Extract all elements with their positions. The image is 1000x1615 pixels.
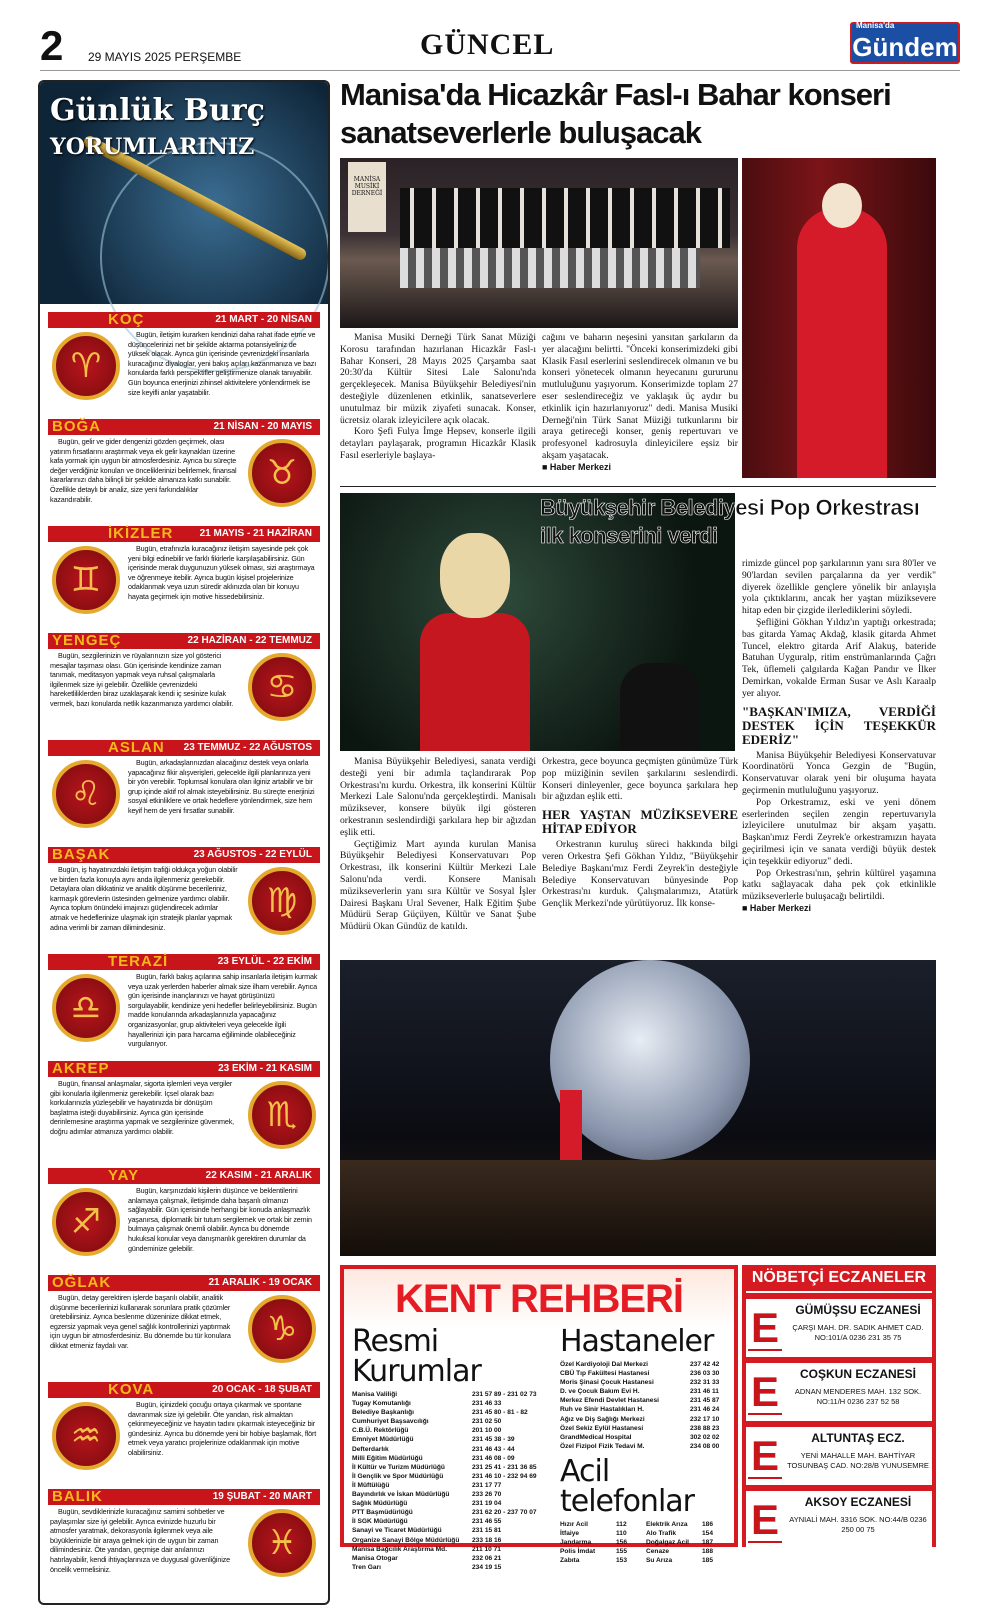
logo-text: Gündem bbox=[852, 32, 958, 62]
choir-singers bbox=[400, 188, 730, 248]
entry-name: PTT Başmüdürlüğü bbox=[352, 1509, 413, 1517]
entry-name: Moris Şinasi Çocuk Hastanesi bbox=[560, 1379, 654, 1387]
phone-number: 231 46 24 bbox=[690, 1406, 720, 1414]
entry-name: İl Kültür ve Turizm Müdürlüğü bbox=[352, 1463, 445, 1471]
pharmacy-card bbox=[746, 1491, 932, 1549]
city-directory bbox=[340, 1265, 738, 1571]
sign-entry bbox=[48, 1269, 320, 1376]
sign-name: İKİZLER bbox=[108, 525, 174, 542]
paragraph: Manisa Büyükşehir Belediyesi Konservatuvar Koordinatörü Yonca Gezgin de "Bugün, Konservatuvar olarak yeni bir oluşuma hayata geçirmenin mutluluğunu yaşıyoruz. bbox=[742, 749, 936, 796]
conductor-photo bbox=[742, 158, 936, 478]
singer-head bbox=[440, 533, 510, 618]
sign-bar bbox=[48, 847, 320, 863]
pharmacy-e-icon: E bbox=[748, 1433, 782, 1479]
article2-col2 bbox=[542, 756, 738, 910]
singer-figure bbox=[420, 613, 530, 751]
sign-dates: 21 MART - 20 NİSAN bbox=[215, 314, 312, 325]
sign-bar bbox=[48, 1061, 320, 1077]
entry-name: Ağız ve Diş Sağlığı Merkezi bbox=[560, 1415, 645, 1423]
pharmacy-name: AKSOY ECZANESİ bbox=[804, 1495, 912, 1509]
entry-name: Manisa Valiliği bbox=[352, 1391, 398, 1398]
entry-name: Manisa Bağcılık Araştırma Md. bbox=[352, 1545, 448, 1553]
pharmacies-title: NÖBETÇİ ECZANELER bbox=[746, 1269, 932, 1293]
zodiac-11-icon: ♒ bbox=[52, 1402, 120, 1470]
phone-number: 156 bbox=[616, 1539, 628, 1547]
sign-text: Bugün, finansal anlaşmalar, sigorta işlemleri veya vergiler gibi konularla ilgilenmeniz gerekebilir. İçsel olarak bazı korkularınızla yüzleşebilir ve hayatınızda bir dönüşüm başlatma isteği duyabilirsiniz. Ayrıca gün içerisinde derinlemesine araştırma yapmak ve sezgilerinize güvenmek, doğru adımlar atmanıza yardımcı olabilir. bbox=[50, 1079, 235, 1136]
sign-entry bbox=[48, 520, 320, 627]
directory-row bbox=[560, 1442, 732, 1451]
entry-name: Elektrik Arıza bbox=[646, 1520, 688, 1528]
article2-col1 bbox=[340, 756, 536, 933]
newspaper-logo bbox=[850, 22, 960, 64]
phone-number: 188 bbox=[702, 1548, 714, 1556]
entry-name: Tren Garı bbox=[352, 1563, 381, 1571]
directory-row bbox=[352, 1408, 552, 1417]
sign-bar bbox=[48, 740, 320, 756]
sign-entry bbox=[48, 1376, 320, 1483]
pharmacy-list bbox=[746, 1299, 932, 1549]
vocalist-figure bbox=[560, 1090, 582, 1160]
hospitals-heading: Hastaneler bbox=[560, 1324, 714, 1359]
sign-entry bbox=[48, 306, 320, 413]
entry-name: Milli Eğitim Müdürlüğü bbox=[352, 1454, 423, 1462]
logo-small: Manisa'da bbox=[856, 21, 895, 30]
byline: ■ Haber Merkezi bbox=[542, 461, 611, 472]
sign-name: KOÇ bbox=[108, 311, 145, 328]
directory-row bbox=[352, 1517, 552, 1526]
orchestra-photo bbox=[340, 960, 936, 1256]
header-divider bbox=[40, 70, 960, 71]
pharmacy-name: GÜMÜŞSU ECZANESİ bbox=[795, 1303, 921, 1317]
sign-entry bbox=[48, 413, 320, 520]
sign-name: ASLAN bbox=[108, 739, 165, 756]
horoscope-panel bbox=[38, 80, 330, 1605]
directory-row bbox=[560, 1415, 732, 1424]
directory-row bbox=[352, 1426, 552, 1435]
sign-bar bbox=[48, 633, 320, 649]
paragraph: Koro Şefi Fulya İmge Hepsev, konserle ilgili detayları paylaşarak, programın Hicazkâr Klasik Fasıl eserleriyle başlaya- bbox=[340, 426, 536, 461]
zodiac-3-icon: ♊ bbox=[52, 546, 120, 614]
phone-number: 110 bbox=[616, 1530, 627, 1538]
sign-text: Bugün, etrafınızla kuracağınız iletişim sayesinde pek çok yeni bilgi edinebilir ve farklı fikirlerle karşılaşabilirsiniz. Gün içerisinde merak duygunuzun yüksek olması, sizi araştırmaya ve öğrenmeye itebilir. Ayrıca bugün kişisel projelerinize odaklanmak veya uzun süredir aklınızda olan bir konuyu hayata geçirmek için motive hissedebilirsiniz. bbox=[128, 544, 315, 601]
sign-dates: 21 MAYIS - 21 HAZİRAN bbox=[199, 528, 312, 539]
entry-name: İl Müftülüğü bbox=[352, 1481, 390, 1489]
sign-name: YENGEÇ bbox=[52, 632, 122, 649]
entry-name: Özel Kardiyoloji Dal Merkezi bbox=[560, 1361, 648, 1368]
sign-name: TERAZİ bbox=[108, 953, 169, 970]
article1-col1 bbox=[340, 332, 536, 462]
phone-number: 231 19 04 bbox=[472, 1500, 502, 1508]
emergency-heading: Acil telefonlar bbox=[560, 1453, 694, 1519]
phone-number: 302 02 02 bbox=[690, 1433, 720, 1441]
paragraph: Orkestra, gece boyunca geçmişten günümüze Türk pop müziğinin sevilen şarkılarını seslendirdi. Konseri dinleyenler, gece boyunca şarkılara hep bir ağızdan eşlik etti. bbox=[542, 756, 738, 803]
phone-number: 231 45 80 - 81 - 82 bbox=[472, 1409, 528, 1417]
directory-row bbox=[560, 1538, 732, 1547]
sign-dates: 21 ARALIK - 19 OCAK bbox=[208, 1277, 312, 1288]
article1-col2 bbox=[542, 332, 738, 472]
phone-number: 231 62 20 - 237 70 07 bbox=[472, 1509, 537, 1517]
zodiac-9-icon: ♐ bbox=[52, 1188, 120, 1256]
sign-name: BOĞA bbox=[52, 418, 101, 435]
zodiac-5-icon: ♌ bbox=[52, 760, 120, 828]
directory-row bbox=[560, 1556, 732, 1565]
phone-number: 238 88 23 bbox=[690, 1424, 720, 1432]
entry-name: Belediye Başkanlığı bbox=[352, 1409, 414, 1417]
pharmacy-card bbox=[746, 1427, 932, 1485]
sign-name: YAY bbox=[108, 1167, 140, 1184]
entry-name: Emniyet Müdürlüğü bbox=[352, 1436, 414, 1444]
paragraph: Pop Orkestrası'nın, şehrin kültürel yaşamına katkı sağlayacak daha pek çok etkinlikle müzikseverlerle buluşacağı belirtildi. bbox=[742, 867, 936, 903]
official-institutions-heading: Resmi Kurumlar bbox=[352, 1324, 481, 1389]
entry-name: Bayındırlık ve İskan Müdürlüğü bbox=[352, 1491, 450, 1499]
entry-name: CBÜ Tıp Fakültesi Hastanesi bbox=[560, 1370, 650, 1378]
phone-number: 234 08 00 bbox=[690, 1442, 720, 1450]
stage bbox=[340, 1160, 936, 1256]
zodiac-7-icon: ♎ bbox=[52, 974, 120, 1042]
pharmacy-address: YENİ MAHALLE MAH. BAHTİYAR TOSUNBAŞ CAD. NO:28/B YUNUSEMRE bbox=[787, 1451, 929, 1470]
article1-headline: Manisa'da Hicazkâr Fasl-ı Bahar konseri sanatseverlerle buluşacak bbox=[340, 77, 891, 150]
directory-row bbox=[352, 1499, 552, 1508]
date: 29 MAYIS 2025 bbox=[88, 50, 172, 64]
sign-name: OĞLAK bbox=[52, 1274, 112, 1291]
sign-entry bbox=[48, 1162, 320, 1269]
sign-text: Bugün, içinizdeki çocuğu ortaya çıkarmak ve spontane davranmak size iyi gelebilir. Öte yandan, risk almaktan çekinmeyeceğiniz ve hayatın tadını çıkarmak isteyeceğiniz bir gündesiniz. Ayrıca bu dönemde yeni bir hobiye başlamak, flört etmek veya yaratıcı projelerinize odaklanmak için motive olabilirsiniz. bbox=[128, 1400, 317, 1457]
entry-name: Ruh ve Sinir Hastalıkları H. bbox=[560, 1406, 644, 1414]
directory-row bbox=[352, 1445, 552, 1454]
phone-number: 237 42 42 bbox=[690, 1361, 720, 1368]
directory-row bbox=[352, 1417, 552, 1426]
directory-row bbox=[352, 1536, 552, 1545]
choir-photo bbox=[340, 158, 738, 328]
weekday: PERŞEMBE bbox=[174, 50, 242, 64]
entry-name: Özel Sekiz Eylül Hastanesi bbox=[560, 1424, 644, 1432]
entry-name: Sağlık Müdürlüğü bbox=[352, 1500, 408, 1508]
directory-row bbox=[352, 1508, 552, 1517]
phone-number: 231 25 41 - 231 36 85 bbox=[472, 1463, 537, 1471]
sign-name: KOVA bbox=[108, 1381, 155, 1398]
sign-text: Bugün, iletişim kurarken kendinizi daha rahat ifade etme ve düşüncelerinizi net bir şekilde aktarma potansiyeliniz de yüksek olacak. Ayrıca gün içerisinde çevrenizdeki insanlarla kuracağınız diyaloglar, yeni bakış açıları kazanmanıza ve bazı konularda farklı perspektifler geliştirmenize olanak tanıyabilir. Gün boyunca enerjinizi zihinsel aktivitelere yönlendirmek ise size keyifli anlar yaşatabilir. bbox=[128, 330, 317, 397]
paragraph: Orkestranın kuruluş süreci hakkında bilgi veren Orkestra Şefi Gökhan Yıldız, "Büyükşehir Belediye Başkanı'mız Ferdi Zeyrek'in desteğiyle Belediye Konservatuvarı bünyesinde Pop Orkestrası'nı kurduk. Çalışmalarımızı, Atatürk Gençlik Merkezi'nde yürütüyoruz. İlk konse- bbox=[542, 839, 738, 910]
entry-name: Zabıta bbox=[560, 1557, 580, 1565]
red-dress-figure bbox=[797, 208, 887, 478]
phone-number: 153 bbox=[616, 1557, 628, 1565]
entry-name: Su Arıza bbox=[646, 1557, 673, 1565]
sign-text: Bugün, sevdiklerinizle kuracağınız samimi sohbetler ve paylaşımlar size iyi gelebilir. Ayrıca evinizde huzurlu bir atmosfer yaratmak, dekorasyonla ilgilenmek veya aile büyüklerinizle bir araya gelmek için de uygun bir zaman dilimindesiniz. Öte yandan, geçmişe dair anılarınızı hatırlayabilir, kendi ihtiyaçlarınıza ve duygusal güvenliğinize öncelik vermelisiniz. bbox=[50, 1507, 230, 1574]
entry-name: Cenaze bbox=[646, 1548, 670, 1556]
sign-entry bbox=[48, 841, 320, 948]
zodiac-8-icon: ♏ bbox=[248, 1081, 316, 1149]
sign-bar bbox=[48, 1489, 320, 1505]
sign-entry bbox=[48, 627, 320, 734]
sign-text: Bugün, gelir ve gider dengenizi gözden geçirmek, olası yatırım fırsatlarını araştırmak veya ek gelir kaynakları üzerine kafa yormak için uygun bir atmosferdesiniz. Ayrıca bu süreçte değer verdiğiniz konuları ve önceliklerinizi belirlemek, finansal kararlarınızı daha bilinçli bir şekilde almanıza katkı sunabilir. Özellikle detaylı bir analiz, size yeni farkındalıklar kazandırabilir. bbox=[50, 437, 237, 504]
sign-entry bbox=[48, 734, 320, 841]
paragraph: Manisa Büyükşehir Belediyesi, sanata verdiği desteği yeni bir adımla taçlandırarak Pop Orkestrası'nı kurdu. Orkestra, ilk konserini Kültür Merkezi Lale Salonu'nda gerçekleştirdi. Manisalı müziksever, konsere büyük ilgi gösteren orkestranın seslendirdiği şarkılara hep bir ağızdan eşlik etti. bbox=[340, 756, 536, 838]
sign-bar bbox=[48, 1168, 320, 1184]
sign-text: Bugün, arkadaşlarınızdan alacağınız destek veya onlarla yapacağınız fikir alışverişleri, gelecekle ilgili planlarınıza yeni bir yön verebilir. Toplumsal konulara olan ilginiz artabilir ve bir grup içinde aktif rol almak isteyebilirsiniz. Bu süreçte enerjinizi sosyal etkinliklere ve ortak hedeflere yönlendirmek, size hem keyif hem de yeni fırsatlar sunabilir. bbox=[128, 758, 315, 815]
entry-name: GrandMedical Hospital bbox=[560, 1433, 632, 1441]
directory-row bbox=[352, 1472, 552, 1481]
directory-row bbox=[560, 1424, 732, 1433]
directory-row bbox=[560, 1360, 732, 1369]
phone-number: 231 45 38 - 39 bbox=[472, 1436, 515, 1444]
phone-number: 154 bbox=[702, 1530, 714, 1538]
pharmacy-card bbox=[746, 1363, 932, 1421]
byline: ■ Haber Merkezi bbox=[742, 902, 811, 913]
directory-row bbox=[352, 1390, 552, 1399]
entry-name: C.B.Ü. Rektörlüğü bbox=[352, 1427, 409, 1435]
sign-bar bbox=[48, 1382, 320, 1398]
sign-dates: 22 KASIM - 21 ARALIK bbox=[205, 1170, 312, 1181]
directory-row bbox=[560, 1387, 732, 1396]
phone-number: 231 45 87 bbox=[690, 1397, 720, 1405]
entry-name: İtfaiye bbox=[560, 1530, 580, 1538]
sign-dates: 23 EYLÜL - 22 EKİM bbox=[217, 956, 312, 967]
directory-row bbox=[352, 1399, 552, 1408]
directory-row bbox=[352, 1526, 552, 1535]
phone-number: 236 03 30 bbox=[690, 1370, 720, 1378]
article2-headline: Büyükşehir Belediyesi Pop Orkestrası ilk konserini verdi bbox=[540, 495, 920, 548]
issue-date bbox=[88, 50, 241, 64]
directory-row bbox=[560, 1529, 732, 1538]
title-line2: YORUMLARINIZ bbox=[50, 134, 255, 160]
directory-row bbox=[352, 1554, 552, 1563]
sign-bar bbox=[48, 954, 320, 970]
sign-dates: 22 HAZİRAN - 22 TEMMUZ bbox=[187, 635, 312, 646]
zodiac-4-icon: ♋ bbox=[248, 653, 316, 721]
musicians bbox=[400, 248, 700, 288]
entry-name: Cumhuriyet Başsavcılığı bbox=[352, 1418, 429, 1426]
phone-number: 233 18 16 bbox=[472, 1536, 502, 1544]
entry-name: Alo Trafik bbox=[646, 1530, 677, 1538]
directory-row bbox=[560, 1405, 732, 1414]
zodiac-12-icon: ♓ bbox=[248, 1509, 316, 1577]
paragraph: rimizde güncel pop şarkılarının yanı sıra 80'ler ve 90'lardan sevilen parçalarına da yer verdik" diyerek özellikle gençlere yönelik bir anlayışla yola çıktıklarını, ancak her yaştan müziksevere hitap eden bir çizgide ilerlediklerini söyledi. bbox=[742, 558, 936, 617]
directory-row bbox=[352, 1454, 552, 1463]
entry-name: Tugay Komutanlığı bbox=[352, 1400, 411, 1408]
directory-row bbox=[560, 1369, 732, 1378]
pharmacy-e-icon: E bbox=[748, 1497, 782, 1543]
section-title: GÜNCEL bbox=[420, 28, 555, 61]
phone-number: 201 10 00 bbox=[472, 1427, 502, 1435]
zodiac-1-icon: ♈ bbox=[52, 332, 120, 400]
pharmacy-address: AYNIALİ MAH. 3316 SOK. NO:44/B 0236 250 00 75 bbox=[789, 1515, 927, 1534]
phone-number: 211 10 71 bbox=[472, 1545, 501, 1553]
phone-number: 233 26 70 bbox=[472, 1491, 502, 1499]
paragraph: Geçtiğimiz Mart ayında kurulan Manisa Büyükşehir Belediyesi Konservatuvarı Pop Orkestrası, ilk konserini Kültür Merkezi Lale Salonu'nda verdi. Konsere Manisalı müzikseverlerin yanı sıra Kültür ve Sosyal İşler Dairesi Başkanı Ural Sevener, Halk Eğitim Şube Müdürü Serap Güçüyen, Kültür ve Sanat Şube Müdürü Okan Gündüz de katıldı. bbox=[340, 838, 536, 933]
official-list bbox=[352, 1390, 552, 1572]
entry-name: D. ve Çocuk Bakım Evi H. bbox=[560, 1388, 640, 1396]
sign-text: Bugün, sezgilerinizin ve rüyalarınızın size yol gösterici mesajlar taşıması olası. Gün içerisinde kendinize zaman tanımak, meditasyon yapmak veya ruhsal çalışmalarla ilgilenmek size iyi gelebilir. Özellikle çevrenizdeki hareketliliklerden biraz uzaklaşarak kendi iç sesinize kulak vermek, bazı konularda netlik kazanmanıza yardımcı olabilir. bbox=[50, 651, 234, 708]
phone-number: 155 bbox=[616, 1548, 628, 1556]
zodiac-6-icon: ♍ bbox=[248, 867, 316, 935]
sign-dates: 19 ŞUBAT - 20 MART bbox=[212, 1491, 312, 1502]
paragraph: Şefliğini Gökhan Yıldız'ın yaptığı orkestrada; bas gitarda Yamaç Akdağ, klasik gitarda Ahmet Tuncel, elektro gitarda Arif Alakuş, bateride Batuhan Uyguralp, ritim enstrümanlarında Çağrı Tek, üflemeli çalgılarda Kağan Pandır ve İlker Demirkan, vokalde Erman Susar ve Aslı Karaalp yer alıyor. bbox=[742, 616, 936, 699]
entry-name: Organize Sanayi Bölge Müdürlüğü bbox=[352, 1536, 460, 1544]
phone-number: 232 06 21 bbox=[472, 1554, 502, 1562]
directory-row bbox=[352, 1435, 552, 1444]
phone-number: 185 bbox=[702, 1557, 714, 1565]
phone-number: 112 bbox=[616, 1520, 627, 1528]
musician-figure bbox=[620, 663, 700, 751]
sign-entry bbox=[48, 1055, 320, 1162]
directory-row bbox=[560, 1378, 732, 1387]
sign-dates: 20 OCAK - 18 ŞUBAT bbox=[212, 1384, 312, 1395]
emergency-list bbox=[560, 1520, 732, 1565]
pharmacy-name: COŞKUN ECZANESİ bbox=[799, 1367, 916, 1381]
directory-row bbox=[352, 1563, 552, 1572]
sign-text: Bugün, detay gerektiren işlerde başarılı olabilir, analitik düşünme becerilerinizi kullanarak sorunlara pratik çözümler üretebilirsiniz. Ayrıca beslenme düzeninize dikkat etmek, egzersiz yapmak veya genel sağlık kontrollerinizi yaptırmak için uygun bir atmosferdesiniz. Bu dönemde bu tür konulara dikkat etmeniz faydalı var. bbox=[50, 1293, 231, 1350]
sign-bar bbox=[48, 1275, 320, 1291]
phone-number: 231 46 11 bbox=[690, 1388, 719, 1396]
entry-name: Hızır Acil bbox=[560, 1520, 588, 1528]
entry-name: İl SGK Müdürlüğü bbox=[352, 1518, 408, 1526]
sign-dates: 21 NİSAN - 20 MAYIS bbox=[213, 421, 312, 432]
sign-name: AKREP bbox=[52, 1060, 110, 1077]
entry-name: Merkez Efendi Devlet Hastanesi bbox=[560, 1397, 659, 1405]
directory-row bbox=[352, 1463, 552, 1472]
entry-name: Defterdarlık bbox=[352, 1445, 389, 1453]
phone-number: 231 46 10 - 232 94 69 bbox=[472, 1472, 537, 1480]
phone-number: 231 57 89 - 231 02 73 bbox=[472, 1391, 537, 1398]
pharmacy-card bbox=[746, 1299, 932, 1357]
figure-head bbox=[822, 183, 862, 228]
directory-row bbox=[560, 1396, 732, 1405]
sign-dates: 23 TEMMUZ - 22 AĞUSTOS bbox=[183, 742, 312, 753]
entry-name: Manisa Otogar bbox=[352, 1554, 398, 1562]
directory-row bbox=[352, 1490, 552, 1499]
directory-row bbox=[560, 1433, 732, 1442]
pharmacies-panel bbox=[742, 1265, 936, 1547]
sign-list bbox=[40, 304, 328, 1590]
phone-number: 187 bbox=[702, 1539, 714, 1547]
sign-text: Bugün, farklı bakış açılarına sahip insanlarla iletişim kurmak veya uzak yerlerden haberler almak size ilham verebilir. Ayrıca gün içerisinde inançlarınızı ve hayat görüşünüzü sorgulayabilir, kendinize yeni hedefler belirleyebilirsiniz. Bugün madde konularında arkadaşlarınızla yapacağınız organizasyonlar, grup aktiviteleri veya gelecekle ilgili hayallerinizi için para harcama eğiliminde olabileceğiniz vurgulanıyor. bbox=[128, 972, 318, 1049]
entry-name: Polis İmdat bbox=[560, 1548, 596, 1556]
banner: MANİSA MUSİKİ DERNEĞİ bbox=[348, 162, 386, 232]
entry-name: Özel Fizipol Fizik Tedavi M. bbox=[560, 1442, 645, 1450]
sign-bar bbox=[48, 419, 320, 435]
subheading: HER YAŞTAN MÜZİKSEVERE HİTAP EDİYOR bbox=[542, 807, 738, 837]
phone-number: 231 46 33 bbox=[472, 1400, 502, 1408]
phone-number: 231 46 43 - 44 bbox=[472, 1445, 515, 1453]
entry-name: Jandarma bbox=[560, 1539, 592, 1547]
pharmacy-address: ADNAN MENDERES MAH. 132 SOK. NO:11/H 0236 237 52 58 bbox=[794, 1387, 922, 1406]
horoscope-title bbox=[50, 94, 265, 164]
entry-name: Doğalgaz Acil bbox=[646, 1539, 689, 1547]
directory-row bbox=[560, 1547, 732, 1556]
sign-bar bbox=[48, 312, 320, 328]
sign-name: BAŞAK bbox=[52, 846, 111, 863]
pharmacy-e-icon: E bbox=[748, 1305, 782, 1351]
phone-number: 231 15 81 bbox=[472, 1527, 502, 1535]
phone-number: 234 19 15 bbox=[472, 1563, 502, 1571]
zodiac-2-icon: ♉ bbox=[248, 439, 316, 507]
directory-title: KENT REHBERİ bbox=[394, 1277, 684, 1321]
pharmacy-address: ÇARŞI MAH. DR. SADIK AHMET CAD. NO:101/A 0236 231 35 75 bbox=[792, 1323, 924, 1342]
phone-number: 231 02 50 bbox=[472, 1418, 502, 1426]
sign-dates: 23 EKİM - 21 KASIM bbox=[218, 1063, 312, 1074]
entry-name: İl Gençlik ve Spor Müdürlüğü bbox=[352, 1472, 444, 1480]
sign-name: BALIK bbox=[52, 1488, 103, 1505]
zodiac-10-icon: ♑ bbox=[248, 1295, 316, 1363]
pharmacy-name: ALTUNTAŞ ECZ. bbox=[811, 1431, 905, 1445]
sign-text: Bugün, karşınızdaki kişilerin düşünce ve beklentilerini anlamaya çalışmak, iletişimde daha başarılı olmanızı sağlayabilir. Gün içerisinde herhangi bir konuda anlaşmazlık yaşanırsa, diplomatik bir tutum sergilemek ve ortak bir zemin bulmaya çalışmak önemli olabilir. Ayrıca bu dönemde hukuksal konular veya danışmanlık gerektiren durumlar da gündeminize gelebilir. bbox=[128, 1186, 312, 1253]
sign-bar bbox=[48, 526, 320, 542]
sign-entry bbox=[48, 948, 320, 1055]
directory-row bbox=[352, 1545, 552, 1554]
sign-text: Bugün, iş hayatınızdaki iletişim trafiği oldukça yoğun olabilir ve birden fazla konuyla aynı anda ilgilenmeniz gerekebilir. Detaylara olan dikkatiniz ve analitik düşünme becerileriniz, karmaşık görevlerin üstesinden gelmenize yardımcı olabilir. Ayrıca toplum önündeki imajınızı güçlendirecek adımlar atmak ve hedeflerinize ulaşmak için stratejik planlar yapmak adına verimli bir zaman dilimindesiniz. bbox=[50, 865, 238, 932]
article2-col3 bbox=[742, 558, 936, 913]
phone-number: 231 17 77 bbox=[472, 1481, 502, 1489]
phone-number: 231 46 08 - 09 bbox=[472, 1454, 515, 1462]
pharmacy-e-icon: E bbox=[748, 1369, 782, 1415]
page-number: 2 bbox=[40, 22, 64, 69]
directory-row bbox=[560, 1520, 732, 1529]
sign-dates: 23 AĞUSTOS - 22 EYLÜL bbox=[193, 849, 312, 860]
hospital-list bbox=[560, 1360, 732, 1451]
phone-number: 232 17 10 bbox=[690, 1415, 720, 1423]
paragraph: Manisa Musiki Derneği Türk Sanat Müziği Korosu tarafından hazırlanan Hicazkâr Fasl-ı Bahar Konseri, 28 Mayıs 2025 Çarşamba saat 20:30'da Kültür Sitesi Lale Salonu'nda gerçekleşecek. Manisa Büyükşehir Belediyesi'nin desteğiyle düzenlenen etkinlik, sanatseverlere unutulmaz bir müzik ziyafeti sunacak. Konser, ücretsiz olarak izleyicilere açık olacak. bbox=[340, 332, 536, 426]
horoscope-banner bbox=[40, 82, 328, 304]
sign-entry bbox=[48, 1483, 320, 1590]
paragraph: Pop Orkestramız, eski ve yeni dönem eserlerinden seçilen zengin repertuvarıyla izleyicilere unutulmaz bir akşam yaşattı. Başkan'ımız Ferdi Zeyrek'e orkestramızın hayata geçirilmesi için ve sanata verdiği büyük destek için teşekkür ediyoruz" dedi. bbox=[742, 796, 936, 867]
entry-name: Sanayi ve Ticaret Müdürlüğü bbox=[352, 1527, 442, 1535]
directory-row bbox=[352, 1481, 552, 1490]
phone-number: 232 31 33 bbox=[690, 1379, 720, 1387]
paragraph: cağını ve baharın neşesini yansıtan şarkıların da yer alacağını belirtti. "Önceki konserimizdeki gibi Klasik Fasıl eserlerini seslendirecek olmanın ve bu konseri yönetecek olmanın heyecanını gururunu mutluluğunu yaşıyorum. Konserimizde toplam 27 eser seslendireceğiz ve yaklaşık üç aydır bu etkinlik için hazırlanıyoruz" dedi. Manisa Musiki Derneği'nin Türk Sanat Müziği tutkunlarını bir araya getireceği konser, geniş repertuvarı ve profesyonel kadrosuyla dinleyicilere eşsiz bir akşam yaşatacak. bbox=[542, 332, 738, 461]
subheading: "BAŞKAN'IMIZA, VERDİĞİ DESTEK İÇİN TEŞEKKÜR EDERİZ" bbox=[742, 703, 936, 747]
phone-number: 231 46 55 bbox=[472, 1518, 502, 1526]
divider bbox=[340, 486, 936, 487]
phone-number: 186 bbox=[702, 1520, 714, 1528]
title-line1: Günlük Burç bbox=[50, 93, 265, 128]
